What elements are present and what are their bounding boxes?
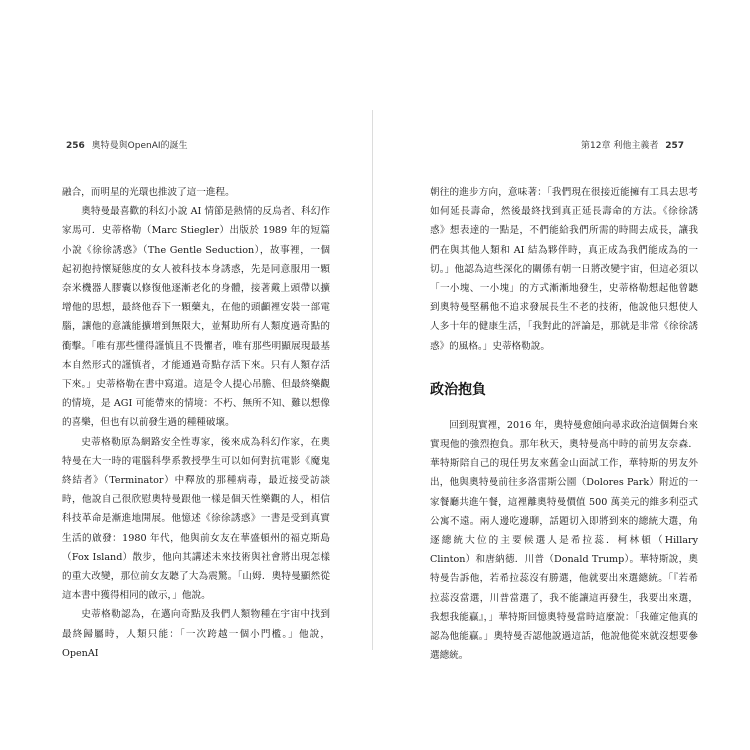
paragraph: 史蒂格勒原為網路安全性專家，後來成為科幻作家，在奧特曼在大一時的電腦科學系教授學生可以如何對抗電影《魔鬼終結者》（Terminator）中釋放的那種病毒，最近接受訪談時，他說自己很欣慰奧特曼跟他一樣是個天性樂觀的人，相信科技革命是漸進地開展。他憶述《徐徐誘惑》一書是受到真實生活的啟發：1980 年代，他與前女友在華盛頓州的福克斯島（Fox Island）散步，他向其講述未來技術與社會將出現怎樣的重大改變，那位前女友聽了大為震驚。「山姆．奧特曼顯然從這本書中獲得相同的啟示，」他說。 <box>62 436 330 602</box>
left-page <box>0 0 372 750</box>
left-running-header <box>62 138 188 151</box>
book-gutter <box>372 110 373 650</box>
right-chapter-title: 第12章 利他主義者 <box>581 141 659 151</box>
paragraph: 朝往的進步方向，意味著：「我們現在很接近能擁有工具去思考如何延長壽命，然後最終找到真正延長壽命的方法。《徐徐誘惑》想表達的一點是，不們能給我們所需的時間去成長，讓我們在與其他人類和 AI 結為夥伴時，真正成為我們能成為的一切。」他認為這些深化的關係有朝一日將改變宇宙，但這必須以「一小塊、一小塊」的方式漸漸地發生，史蒂格勒想起他曾聽到奧特曼堅稱他不追求發展長生不老的技術，他說他只想使人人多十年的健康生活，「我對此的評論是，那就是非常《徐徐誘惑》的風格。」史蒂格勒說。 <box>430 187 698 352</box>
right-page <box>378 0 750 750</box>
left-book-title: 奧特曼與OpenAI的誕生 <box>91 141 188 151</box>
paragraph: 融合，而明星的光環也推波了這一進程。 <box>62 187 235 198</box>
paragraph: 奧特曼最喜歡的科幻小說 AI 情節是熱情的反烏者、科幻作家馬可．史蒂格勒（Marc Stiegler）出版於 1989 年的短篇小說《徐徐誘惑》（The Gentle Seduction），故事裡，一個起初抱持懷疑態度的女人被科技本身誘惑，先是同意服用一顆奈米機器人膠囊以修復他逐漸老化的身體，接著戴上頭帶以擴增他的思想，最終他吞下一顆藥丸，在他的頭顱裡安裝一部電腦，讓他的意識能擴增到無限大，並幫助所有人類度過奇點的衝擊。「唯有那些懂得謹慎且不畏懼者，唯有那些明顯展現最基本自然形式的謹慎者，才能通過奇點存活下來。只有人類存活下來。」史蒂格勒在書中寫道。這是令人提心吊膽、但最終樂觀的情境，是 AGI 可能帶來的情境：不朽、無所不知、難以想像的喜樂，但也有以前發生過的種種破壞。 <box>62 206 330 429</box>
right-page-number: 257 <box>665 141 684 151</box>
paragraph: 史蒂格勒認為，在邁向奇點及我們人類物種在宇宙中找到最終歸屬時，人類只能：「一次跨越一個小門檻。」他說，OpenAI <box>62 609 330 659</box>
left-page-number: 256 <box>66 141 85 151</box>
section-heading: 政治抱負 <box>430 381 486 398</box>
right-running-header <box>581 138 688 151</box>
left-body-text <box>62 183 330 663</box>
paragraph: 回到現實裡，2016 年，奧特曼愈傾向尋求政治這個舞台來實現他的強烈抱負。那年秋天，奧特曼高中時的前男友奈森．華特斯陪自己的現任男友來舊金山面試工作，華特斯的男友外出，他與奧特曼前往多洛雷斯公園（Dolores Park）附近的一家餐廳共進午餐，這裡離奧特曼價值 500 萬美元的維多利亞式公寓不遠。兩人邊吃邊聊，話題切入即將到來的總統大選，角逐總統大位的主要候選人是希拉蕊．柯林頓（Hillary Clinton）和唐納德．川普（Donald Trump）。華特斯說，奧特曼告訴他，若希拉蕊沒有勝選，他就要出來選總統。「『若希拉蕊沒當選，川普當選了，我不能讓這再發生，我要出來選，我想我能贏』，」華特斯回憶奧特曼當時這麼說：「我確定他真的認為他能贏。」奧特曼否認他說過這話，他說他從來就沒想要參選總統。 <box>430 419 698 662</box>
right-body-text <box>430 183 698 665</box>
